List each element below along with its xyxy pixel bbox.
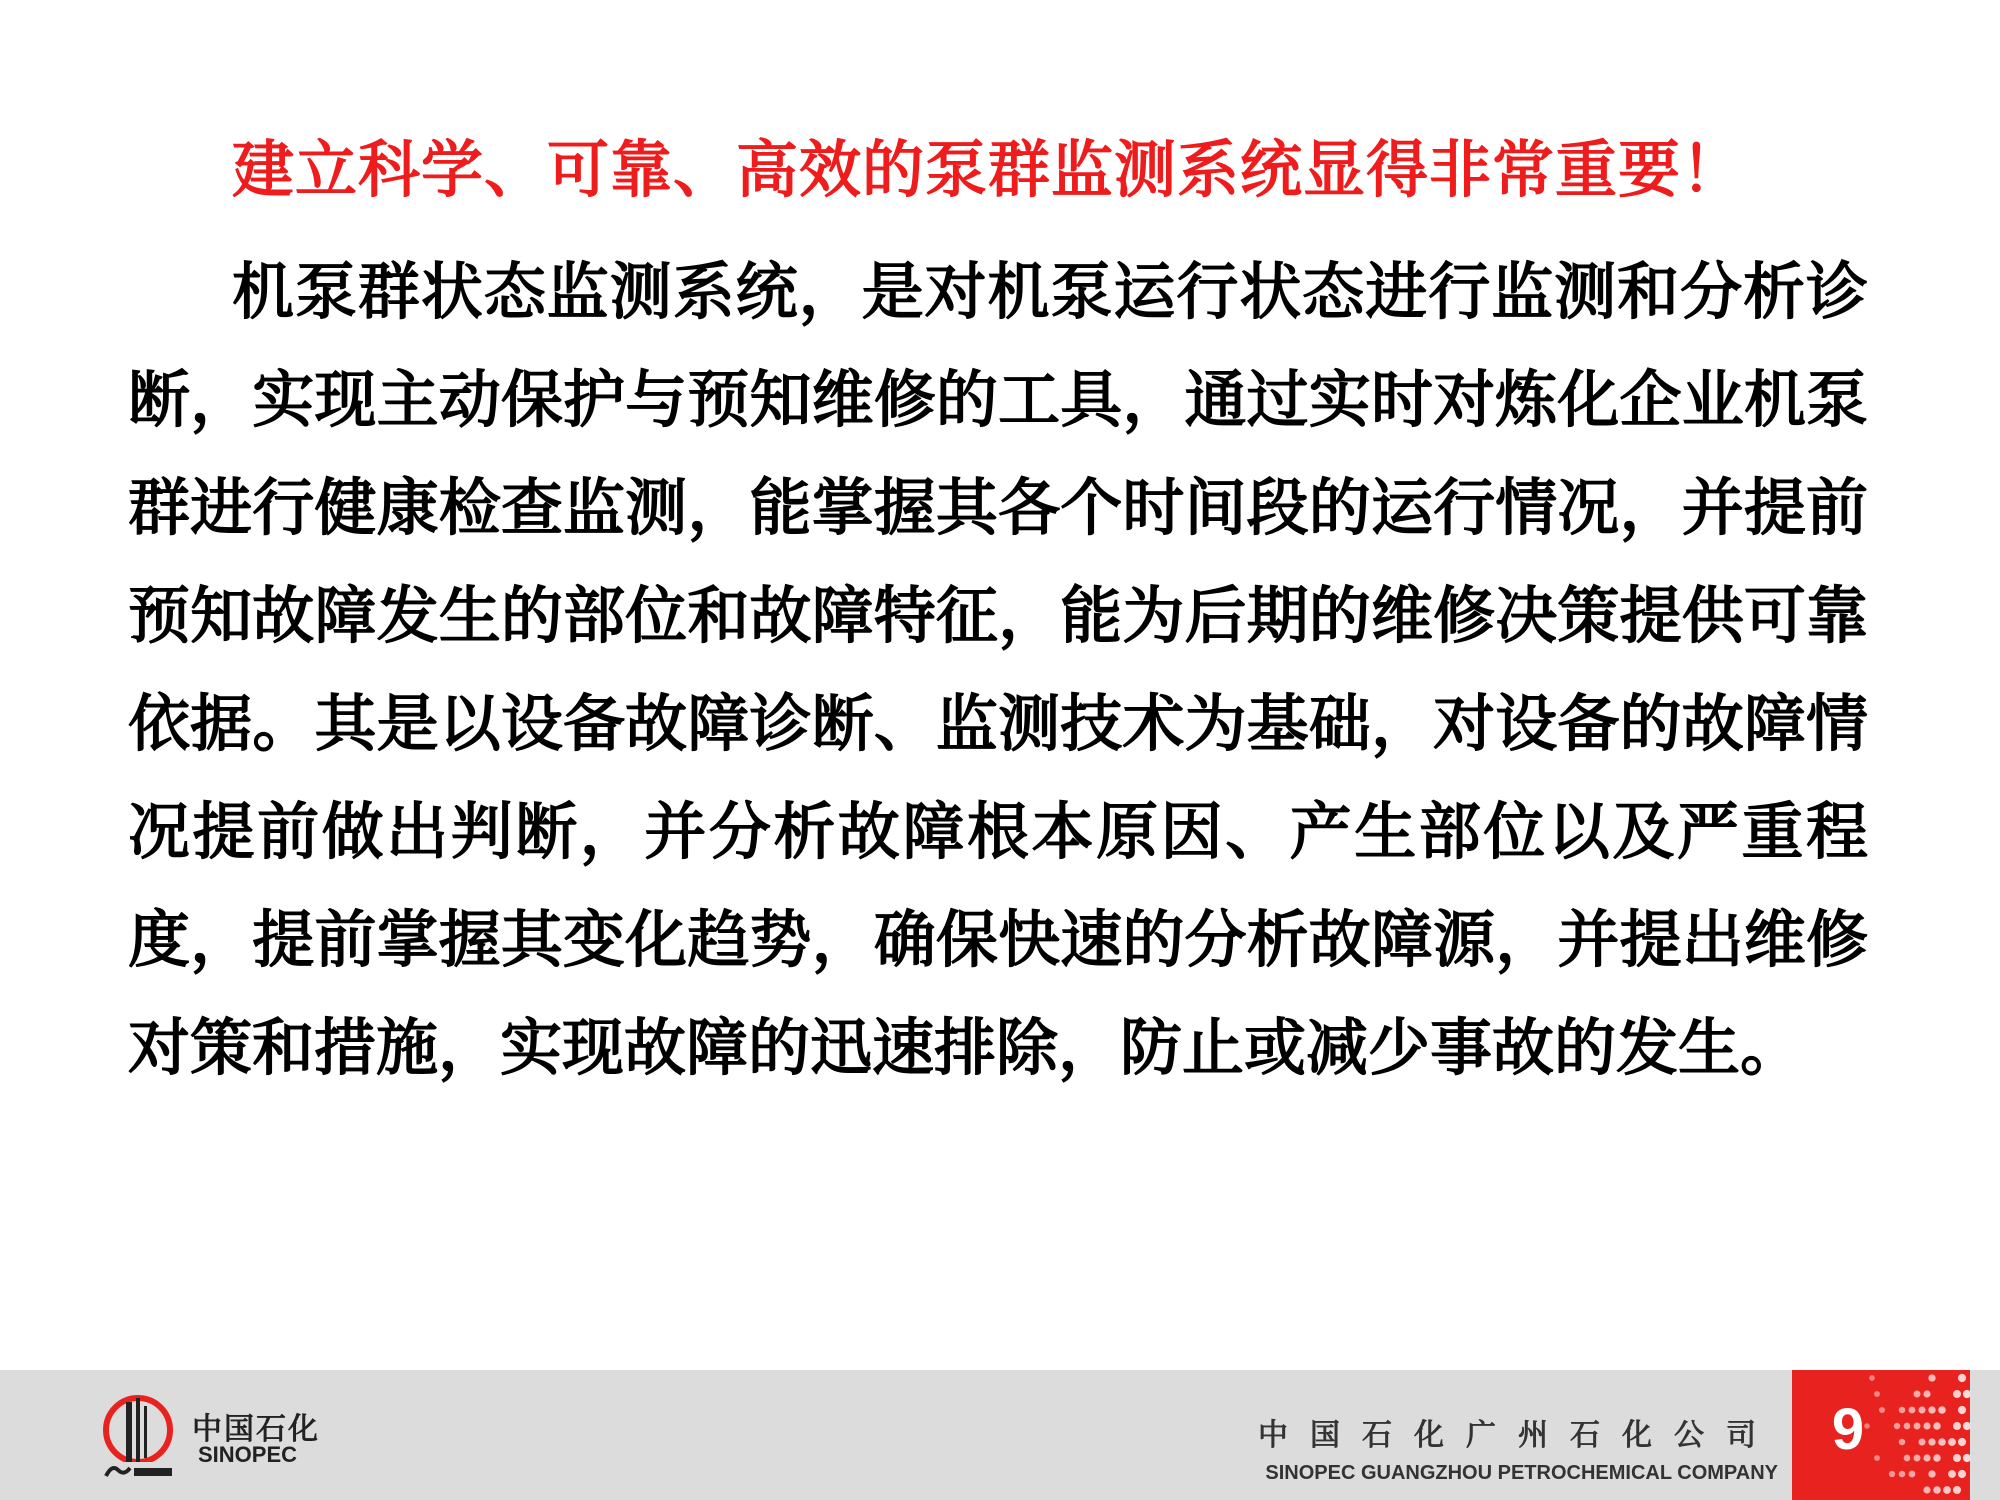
decorative-dot [1923,1390,1930,1397]
slide-body-text: 机泵群状态监测系统，是对机泵运行状态进行监测和分析诊断，实现主动保护与预知维修的工具，通过实时对炼化企业机泵群进行健康检查监测，能掌握其各个时间段的运行情况，并提前预知故障发生的部位和故障特征，能为后期的维修决策提供可靠依据。其是以设备故障诊断、监测技术为基础，对设备的故障情况提前做出判断，并分析故障根本原因、产生部位以及严重程度，提前掌握其变化趋势，确保快速的分析故障源，并提出维修对策和措施，实现故障的迅速排除，防止或减少事故的发生。 [128,255,1868,1084]
decorative-dot [1909,1471,1916,1478]
decorative-dot [1928,1374,1935,1381]
decorative-dot [1889,1471,1895,1477]
sinopec-logo-icon [98,1390,178,1480]
decorative-dot [1963,1390,1970,1398]
decorative-dot [1923,1454,1930,1461]
decorative-dot [1953,1390,1961,1398]
decorative-dot [1923,1486,1930,1493]
logo-text-cn: 中国石化 [192,1412,320,1447]
page-number-box [1792,1370,1970,1500]
decorative-dot [1963,1454,1970,1462]
decorative-dot [1909,1407,1916,1414]
decorative-dot [1958,1374,1966,1382]
company-name-en: SINOPEC GUANGZHOU PETROCHEMICAL COMPANY [1265,1462,1778,1484]
decorative-dot [1904,1423,1911,1430]
decorative-dot [1953,1422,1961,1430]
decorative-dot [1963,1422,1970,1430]
decorative-dot [1948,1438,1956,1446]
decorative-dot [1869,1375,1875,1381]
decorative-dot [1938,1438,1946,1446]
page-number: 9 [1831,1397,1865,1462]
decorative-dot [1958,1470,1966,1478]
decorative-dot [1904,1455,1911,1462]
decorative-dot [1914,1455,1921,1462]
decorative-dot [1918,1406,1925,1413]
decorative-dot [1958,1406,1966,1414]
footer-bar [0,1370,2000,1500]
decorative-dot [1933,1486,1940,1493]
decorative-dot [1899,1471,1906,1478]
company-name-cn: 中国石化广州石化公司 [1258,1418,1778,1453]
logo-text-en: SINOPEC [198,1442,298,1467]
decorative-dot [1928,1470,1935,1477]
decorative-dot [1958,1438,1966,1446]
decorative-dot [1953,1454,1961,1462]
slide-headline: 建立科学、可靠、高效的泵群监测系统显得非常重要！ [232,133,1745,206]
decorative-dot [1914,1423,1921,1430]
decorative-dot [1953,1486,1961,1494]
decorative-dot [1928,1406,1935,1413]
decorative-dot [1933,1454,1940,1461]
decorative-dot [1948,1470,1956,1478]
decorative-dot [1943,1486,1951,1494]
decorative-dot [1914,1391,1921,1398]
decorative-dot [1918,1438,1925,1445]
decorative-dot [1923,1422,1930,1429]
decorative-dot [1933,1422,1940,1429]
decorative-dot [1928,1438,1935,1445]
decorative-dot [1938,1406,1946,1414]
